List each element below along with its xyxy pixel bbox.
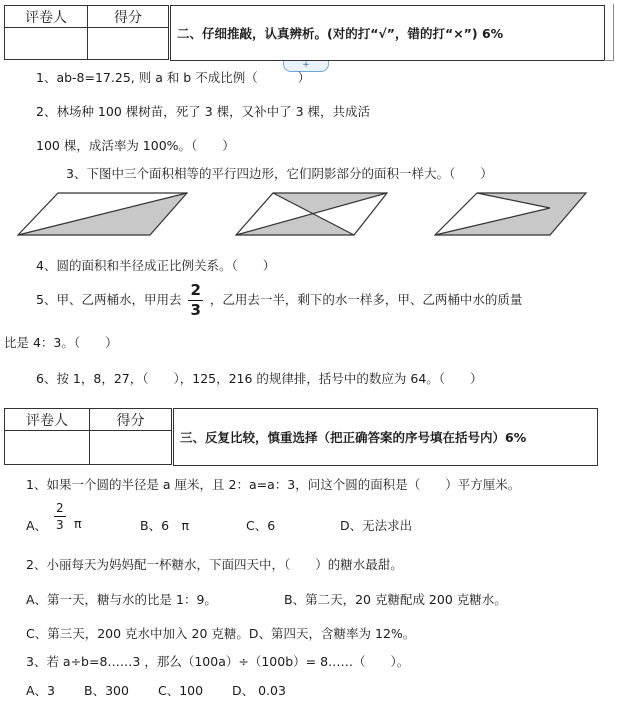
option-b: B、6 π bbox=[140, 518, 190, 533]
s3-q2: 2、小丽每天为妈妈配一杯糖水，下面四天中，（ ）的糖水最甜。 bbox=[26, 557, 403, 572]
option-c: C、6 bbox=[246, 518, 276, 533]
section2-title: 二、仔细推敲，认真辨析。(对的打“√”，错的打“×”) 6% bbox=[177, 26, 504, 41]
section3-header bbox=[173, 408, 598, 466]
s2-q5-line2: 比是 4：3。（ ） bbox=[4, 335, 118, 350]
s2-q3: 3、下图中三个面积相等的平行四边形，它们阴影部分的面积一样大。（ ） bbox=[66, 166, 493, 181]
fraction-two-thirds: $\frac{2}{3}$ bbox=[190, 281, 201, 319]
s2-q2-line1: 2、林场种 100 棵树苗，死了 3 棵，又补中了 3 棵，共成活 bbox=[36, 104, 371, 119]
s2-q5-line1: 5、甲、乙两桶水，甲用去 $\frac{2}{3}$ ，乙用去一半，剩下的水一样多，甲、乙两桶中水的质量 bbox=[36, 281, 523, 319]
s2-q4: 4、圆的面积和半径成正比例关系。（ ） bbox=[36, 258, 276, 273]
s3-q2-option-cd: C、第三天，200 克水中加入 20 克糖。D、第四天，含糖率为 12%。 bbox=[26, 626, 416, 641]
grader-header: 评卷人 bbox=[5, 6, 88, 28]
option-c: C、100 bbox=[158, 683, 204, 698]
parallelogram-1 bbox=[18, 193, 187, 235]
parallelogram-2 bbox=[236, 193, 387, 235]
s2-q2-line2: 100 棵，成活率为 100%。（ ） bbox=[36, 138, 235, 153]
plus-icon: + bbox=[302, 60, 310, 70]
s2-q6: 6、按 1，8，27，（ ），125，216 的规律排，括号中的数应为 64。（ ） bbox=[36, 371, 483, 386]
s3-q3: 3、若 a÷b=8……3 ，那么（100a）÷（100b）= 8……（ ）。 bbox=[26, 654, 410, 669]
section3-title: 三、反复比较，慎重选择（把正确答案的序号填在括号内）6% bbox=[180, 430, 527, 445]
parallelogram-figures bbox=[0, 0, 618, 250]
option-b: B、300 bbox=[84, 683, 129, 698]
option-d: D、无法求出 bbox=[340, 518, 413, 533]
s2-q1: 1、ab-8=17.25, 则 a 和 b 不成比例（ ） bbox=[36, 70, 311, 85]
score-table-section3 bbox=[4, 408, 172, 465]
score-header: 得分 bbox=[90, 409, 172, 431]
option-d: D、 0.03 bbox=[232, 683, 286, 698]
fraction-two-thirds-small: $\frac{2}{3}$ bbox=[56, 501, 64, 532]
option-a: A、3 bbox=[26, 683, 56, 698]
s3-q2-option-b: B、第二天，20 克糖配成 200 克糖水。 bbox=[284, 592, 507, 607]
score-header: 得分 bbox=[88, 6, 169, 28]
grader-header: 评卷人 bbox=[5, 409, 90, 431]
grader-cell[interactable] bbox=[5, 431, 90, 465]
score-cell[interactable] bbox=[90, 431, 172, 465]
s3-q2-option-a: A、第一天，糖与水的比是 1：9。 bbox=[26, 592, 217, 607]
s3-q1: 1、如果一个圆的半径是 a 厘米，且 2：a=a：3，问这个圆的面积是（ ）平方厘米。 bbox=[26, 477, 521, 492]
parallelogram-3 bbox=[435, 193, 586, 235]
